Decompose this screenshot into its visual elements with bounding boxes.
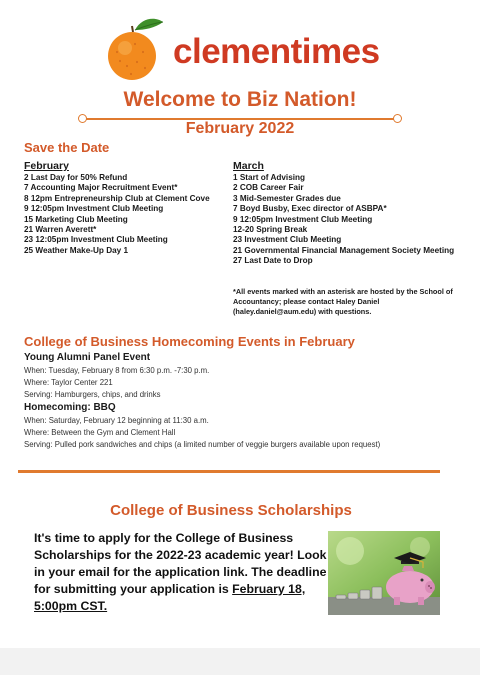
section-divider	[18, 470, 440, 473]
event-serving: Serving: Hamburgers, chips, and drinks	[24, 390, 161, 399]
calendar-item: 7 Boyd Busby, Exec director of ASBPA*	[233, 204, 387, 214]
scholarships-text: It's time to apply for the College of Business Scholarships for the 2022-23 academic year! Look in your email for the application link. The deadline for submitting your application is	[34, 531, 327, 596]
calendar-item: 27 Last Date to Drop	[233, 256, 313, 266]
orange-fruit-icon	[105, 16, 167, 82]
calendar-item: 2 Last Day for 50% Refund	[24, 173, 128, 182]
note-line: Accountancy; please contact Haley Daniel	[233, 297, 380, 306]
homecoming-heading: College of Business Homecoming Events in February	[24, 334, 355, 349]
asterisk-note	[233, 287, 459, 317]
issue-month: February 2022	[185, 120, 295, 137]
february-calendar	[24, 160, 210, 256]
event-where: Where: Between the Gym and Clement Hall	[24, 428, 176, 437]
calendar-item: 21 Warren Averett*	[24, 225, 97, 235]
calendar-item: 15 Marketing Club Meeting	[24, 214, 128, 224]
march-heading: March	[233, 160, 264, 172]
event-serving: Serving: Pulled pork sandwiches and chips (a limited number of veggie burgers available upon request)	[24, 440, 381, 449]
march-calendar	[233, 160, 454, 267]
calendar-item: 9 12:05pm Investment Club Meeting	[24, 204, 164, 214]
event-title: Young Alumni Panel Event	[24, 352, 151, 363]
calendar-item: 9 12:05pm Investment Club Meeting	[233, 214, 373, 224]
save-the-date-heading: Save the Date	[24, 140, 110, 155]
calendar-item: 8 12pm Entrepreneurship Club at Clement Cove	[24, 193, 210, 203]
page-title: Welcome to Biz Nation!	[123, 88, 357, 111]
scholarships-heading: College of Business Scholarships	[110, 502, 352, 519]
clementimes-logo	[105, 16, 380, 82]
calendar-item: 23 12:05pm Investment Club Meeting	[24, 235, 168, 245]
february-heading: February	[24, 160, 69, 172]
scholarship-deadline: February 18, 5:00pm CST.	[34, 582, 306, 613]
calendar-item: 1 Start of Advising	[233, 173, 306, 182]
calendar-item: 23 Investment Club Meeting	[233, 235, 342, 245]
calendar-item: 7 Accounting Major Recruitment Event*	[24, 183, 178, 193]
event-when: When: Saturday, February 12 beginning at 11:30 a.m.	[24, 416, 209, 425]
calendar-item: 12-20 Spring Break	[233, 225, 308, 235]
piggy-bank-photo	[328, 531, 440, 615]
calendar-item: 21 Governmental Financial Management Society Meeting	[233, 245, 455, 255]
event-where: Where: Taylor Center 221	[24, 378, 113, 387]
event-title: Homecoming: BBQ	[24, 402, 116, 413]
event-when: When: Tuesday, February 8 from 6:30 p.m. -7:30 p.m.	[24, 366, 210, 375]
calendar-item: 2 COB Career Fair	[233, 183, 304, 193]
note-line: (haley.daniel@aum.edu) with questions.	[233, 307, 372, 316]
calendar-item: 25 Weather Make-Up Day 1	[24, 245, 129, 255]
scholarships-body	[34, 530, 330, 615]
logo-wordmark: clementimes	[173, 32, 380, 71]
page-bottom-band	[0, 648, 480, 675]
calendar-item: 3 Mid-Semester Grades due	[233, 193, 341, 203]
note-line: *All events marked with an asterisk are hosted by the School of	[233, 287, 453, 296]
